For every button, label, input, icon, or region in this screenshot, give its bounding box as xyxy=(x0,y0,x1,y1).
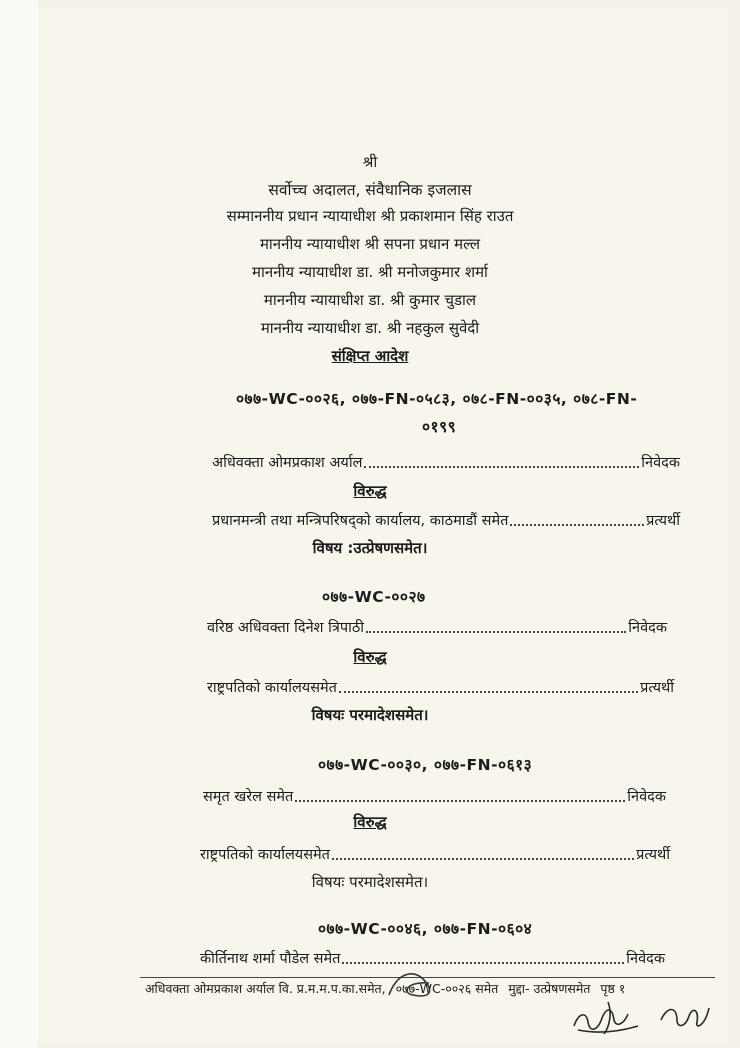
petitioner-role: निवेदक xyxy=(626,951,665,967)
petitioner-role: निवेदक xyxy=(628,620,667,636)
case-number: ०७७-WC-००३०, ०७७-FN-०६१३ xyxy=(318,756,533,774)
petitioner-name: कीर्तिनाथ शर्मा पौडेल समेत xyxy=(200,951,341,967)
respondent-line xyxy=(200,844,670,864)
judge-line: सम्माननीय प्रधान न्यायाधीश श्री प्रकाशमान सिंह राउत xyxy=(226,207,514,225)
petitioner-line xyxy=(203,786,666,806)
dotted-leader xyxy=(339,691,638,693)
respondent-role: प्रत्यर्थी xyxy=(646,513,680,529)
versus-heading: विरुद्ध xyxy=(353,482,387,500)
respondent-role: प्रत्यर्थी xyxy=(640,680,674,696)
petitioner-role: निवेदक xyxy=(627,789,666,805)
respondent-name: राष्ट्रपतिको कार्यालयसमेत xyxy=(207,680,337,696)
dotted-leader xyxy=(510,524,644,526)
respondent-name: राष्ट्रपतिको कार्यालयसमेत xyxy=(200,847,330,863)
dotted-leader xyxy=(366,631,626,633)
versus-heading: विरुद्ध xyxy=(353,648,387,666)
dotted-leader xyxy=(332,858,634,860)
petitioner-name: वरिष्ठ अधिवक्ता दिनेश त्रिपाठी xyxy=(207,620,365,636)
judge-line: माननीय न्यायाधीश डा. श्री मनोजकुमार शर्मा xyxy=(252,263,488,281)
case-number-continued: ०१९९ xyxy=(422,418,457,436)
initial-mark xyxy=(383,965,443,1005)
petitioner-line xyxy=(207,617,667,637)
footer-case-number: ०७७-WC-००२६ समेत xyxy=(395,981,499,996)
petitioner-line xyxy=(212,452,680,472)
order-title: संक्षिप्त आदेश xyxy=(331,347,409,365)
petitioner-name: अधिवक्ता ओमप्रकाश अर्याल xyxy=(212,455,363,471)
case-number: ०७७-WC-००२६, ०७७-FN-०५८३, ०७८-FN-००३५, ०७८-FN- xyxy=(236,390,638,408)
respondent-name: प्रधानमन्त्री तथा मन्त्रिपरिषद्को कार्यालय, काठमाडौं समेत xyxy=(212,513,509,529)
subject-line: विषय :उत्प्रेषणसमेत। xyxy=(312,539,428,557)
case-number: ०७७-WC-००४६, ०७७-FN-०६०४ xyxy=(318,920,533,938)
dotted-leader xyxy=(364,466,639,468)
dotted-leader xyxy=(342,962,624,964)
footer-page-number: पृष्ठ १ xyxy=(600,981,626,996)
subject-line: विषयः परमादेशसमेत। xyxy=(311,873,429,891)
petitioner-name: समृत खरेल समेत xyxy=(203,789,294,805)
respondent-line xyxy=(212,510,680,530)
judge-line: माननीय न्यायाधीश डा. श्री कुमार चुडाल xyxy=(263,291,477,309)
respondent-role: प्रत्यर्थी xyxy=(636,847,670,863)
shri-heading: श्री xyxy=(362,153,378,171)
signature-2 xyxy=(655,996,715,1036)
court-name: सर्वोच्च अदालत, संवैधानिक इजलास xyxy=(268,181,472,199)
judge-line: माननीय न्यायाधीश श्री सपना प्रधान मल्ल xyxy=(259,235,481,253)
respondent-line xyxy=(207,677,674,697)
case-number: ०७७-WC-००२७ xyxy=(322,588,426,606)
petitioner-role: निवेदक xyxy=(641,455,680,471)
footer-case-title: अधिवक्ता ओमप्रकाश अर्याल वि. प्र.म.म.प.का.समेत, xyxy=(145,981,386,996)
dotted-leader xyxy=(295,800,625,802)
versus-heading: विरुद्ध xyxy=(353,813,387,831)
subject-line: विषयः परमादेशसमेत। xyxy=(311,706,429,724)
signature-1 xyxy=(568,996,648,1040)
footer-subject: मुद्दा- उत्प्रेषणसमेत xyxy=(508,981,591,996)
judge-line: माननीय न्यायाधीश डा. श्री नहकुल सुवेदी xyxy=(260,319,480,337)
